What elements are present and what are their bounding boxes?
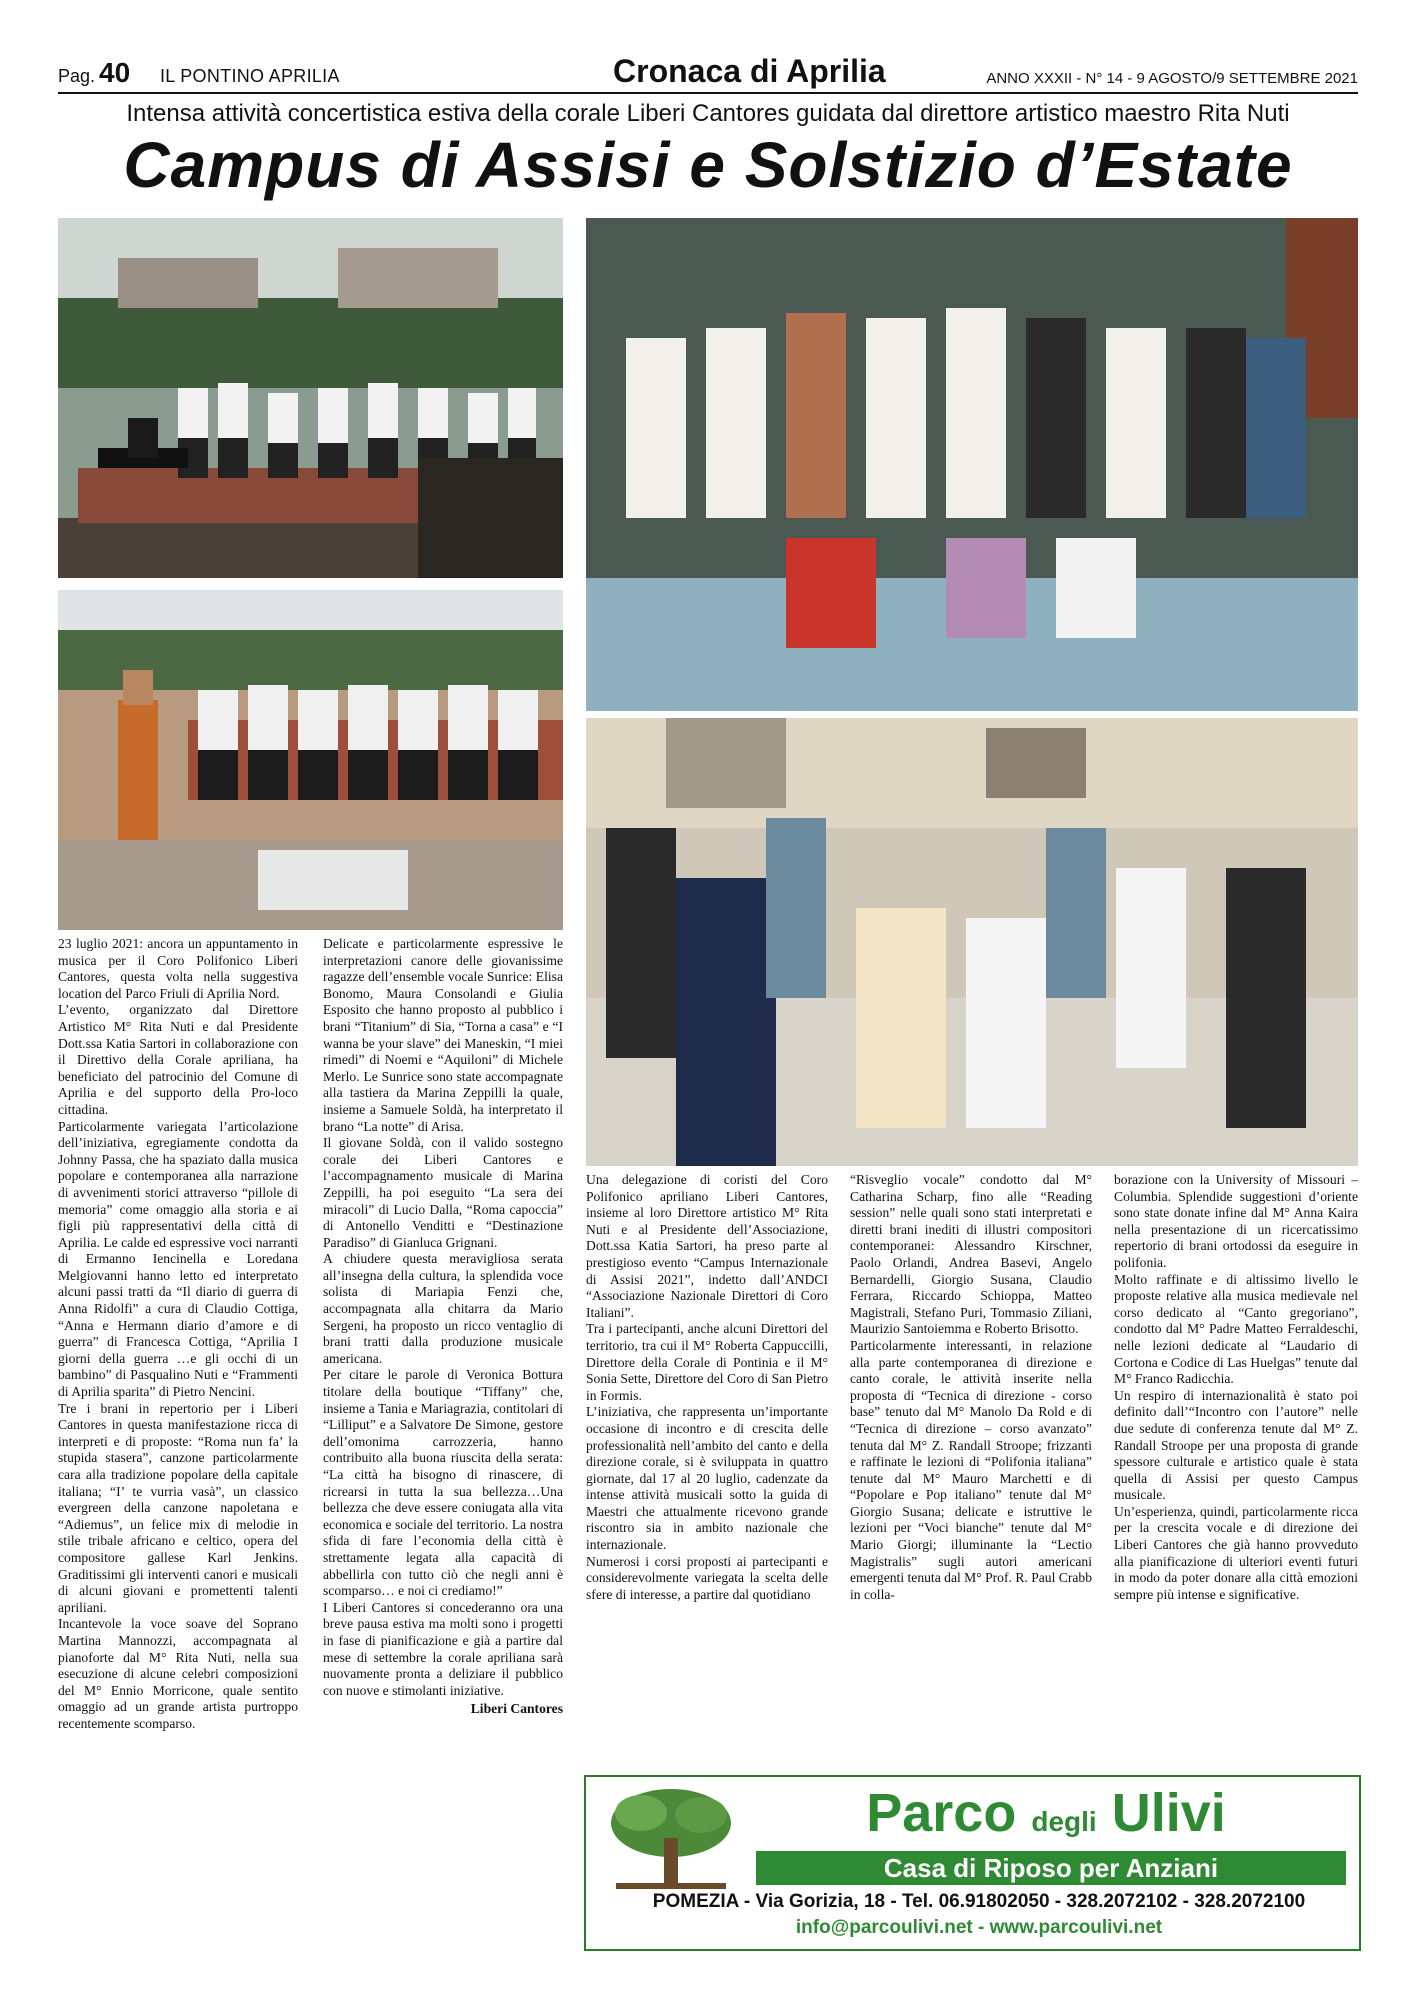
paragraph: A chiudere questa meravigliosa serata all’insegna della cultura, la splendida voce solista di Mariapia Fenzi che, accompagnata alla chitarra da Mario Sergeni, ha proposto un ricco ventaglio di brani tratti dalla produzione musicale americana. (323, 1251, 563, 1366)
signature: Liberi Cantores (470, 1701, 563, 1717)
paragraph: L’iniziativa, che rappresenta un’importante occasione di incontro e di crescita delle professionalità nell’ambito del canto e della direzione corale, si è sviluppata in quattro giornate, dal 17 al 20 luglio, cadenzate da intense attività musicali sotto la guida di Maestri che attualmente ricevono grande riscontro sia in ambito nazionale che internazionale. (586, 1404, 828, 1553)
paragraph: Particolarmente interessanti, in relazione alla parte contemporanea di direzione e canto corale, le attività inserite nella proposta di “Tecnica di direzione - corso base” tenuto dal M° Manolo Da Rold e di “Tecnica di direzione – corso avanzato” tenuta dal M° Z. Randall Stroope; frizzanti e raffinate le lezioni di “Polifonia italiana” tenute dal M° Mauro Marchetti e di “Popolare e Pop italiano” tenute dal M° Giorgio Susana; delicate e istruttive le lezioni per “Voci bianche” tenute dal M° Mario Giorgi; illuminante la “Lectio Magistralis” sugli autori americani emergenti tenuta dal M° Prof. R. Paul Crabb in colla- (850, 1337, 1092, 1602)
ad-tagline: Casa di Riposo per Anziani (756, 1851, 1346, 1885)
issue-info: ANNO XXXII - N° 14 - 9 AGOSTO/9 SETTEMBRE 2021 (986, 70, 1358, 87)
kicker: Intensa attività concertistica estiva della corale Liberi Cantores guidata dal direttore artistico maestro Rita Nuti (126, 100, 1290, 127)
paragraph: Una delegazione di coristi del Coro Polifonico apriliano Liberi Cantores, insieme al loro Direttore artistico M° Rita Nuti e al Presidente dell’Associazione, Dott.ssa Katia Sartori, ha preso parte al prestigioso evento “Campus Internazionale di Assisi 2021”, indetto dall’ANDCI “Associazione Nazionale Direttori di Coro Italiani”. (586, 1172, 828, 1320)
ad-address: POMEZIA - Via Gorizia, 18 - Tel. 06.91802050 - 328.2072102 - 328.2072100 (652, 1891, 1306, 1912)
paragraph: Per citare le parole di Veronica Bottura titolare della boutique “Tiffany” che, insieme a Tania e Mariagrazia, contitolari di “Lilliput” e a Salvatore De Simone, gestore dell’omonima carrozzeria, hanno contribuito alla buona riuscita della serata: “La città ha bisogno di rinascere, di ricrearsi in tutta la sua bellezza…Una bellezza che deve essere coniugata alla vita economica e sociale del territorio. La nostra sfida di fare l’economia della città è strettamente legata alla capacità di abbellirla con tutto ciò che negli anni è scomparso… e noi ci crediamo!” (323, 1367, 563, 1599)
article-right-col4 (850, 1172, 1092, 1603)
paragraph: borazione con la University of Missouri – Columbia. Splendide suggestioni d’oriente sono state donate infine dal M° Anna Kaira nella presentazione di un ricercatissimo repertorio di brani ortodossi da eseguire in polifonia. (1114, 1172, 1358, 1270)
page-header (58, 53, 1358, 94)
paragraph: Tra i partecipanti, anche alcuni Direttori del territorio, tra cui il M° Roberta Cappuccilli, Direttore della Corale di Pontinia e il M° Sonia Sette, Direttore del Coro di San Pietro in Formis. (586, 1321, 828, 1403)
paragraph: Incantevole la voce soave del Soprano Martina Mannozzi, accompagnata al pianoforte dal M° Rita Nuti, nella sua esecuzione di alcune celebri composizioni del M° Ennio Morricone, quale sentito omaggio ad un grande artista purtroppo recentemente scomparso. (58, 1616, 298, 1731)
paragraph: 23 luglio 2021: ancora un appuntamento in musica per il Coro Polifonico Liberi Cantores, questa volta nella suggestiva location del Parco Friuli di Aprilia Nord. (58, 936, 298, 1001)
photo-assisi-group-stage (586, 218, 1358, 711)
article-right-col3 (586, 1172, 828, 1603)
paragraph: L’evento, organizzato dal Direttore Artistico M° Rita Nuti e dal Presidente Dott.ssa Katia Sartori in collaborazione con il Direttivo della Corale apriliana, ha beneficiato del patrocinio del Comune di Aprilia e del supporto della Pro-loco cittadina. (58, 1002, 298, 1117)
paragraph: “Risveglio vocale” condotto dal M° Catharina Scharp, fino alle “Reading session” nelle quali sono stati interpretati e diretti brani inediti di illustri compositori contemporanei: Alessandro Kirschner, Paolo Orlandi, Andrea Basevi, Angelo Bernardelli, Giorgio Susana, Claudio Ferrara, Riccardo Schioppa, Matteo Magistrali, Stefano Puri, Tommasio Ziliani, Maurizio Santoiemma e Roberto Brisotto. (850, 1172, 1092, 1337)
advertisement (584, 1775, 1361, 1951)
article-left-col1 (58, 936, 298, 1733)
olive-tree-icon (596, 1783, 746, 1891)
paragraph: Tre i brani in repertorio per i Liberi Cantores in questa manifestazione ricca di interpreti e di proposte: “Roma nun fa’ la stupida stasera”, canzone particolarmente cara alla tradizione popolare della capitale italiana; “I’ te vurria vasà”, un classico evergreen della canzone napoletana e “Adiemus”, un felice mix di melodie in stile tribale africano e celtico, opera del compositore gallese Karl Jenkins. Graditissimi gli interventi canori e musicali di alcuni giovani e promettenti talenti apriliani. (58, 1400, 298, 1615)
paragraph: Il giovane Soldà, con il valido sostegno corale dei Liberi Cantores e l’accompagnamento musicale di Marina Zeppilli, ha poi eseguito “La sera dei miracoli” di Lucio Dalla, “Roma capoccia” di Antonello Venditti e “Destinazione Paradiso” di Gianluca Grignani. (323, 1135, 563, 1250)
photo-concert-choir (58, 590, 563, 930)
paragraph: Delicate e particolarmente espressive le interpretazioni canore delle giovanissime ragazze dell’ensemble vocale Sunrice: Elisa Bonomo, Maura Consolandi e Giulia Esposito che hanno proposto al pubblico i brani “Titanium” di Sia, “Torna a casa” e “I wanna be your slave” dei Maneskin, “I miei rimedi” di Noemi e “Aquiloni” di Michele Merlo. Le Sunrice sono state accompagnate alla tastiera da Marina Zeppilli la quale, insieme a Samuele Soldà, ha interpretato il brano “La notte” di Arisa. (323, 936, 563, 1134)
section-title: Cronaca di Aprilia (613, 53, 886, 89)
publication-name: IL PONTINO APRILIA (160, 66, 340, 86)
article-left-col2 (323, 936, 563, 1718)
ad-brand-name: Parco degli Ulivi (866, 1783, 1226, 1843)
paragraph: Molto raffinate e di altissimo livello le proposte relative alla musica medievale nel corso dedicato al “Canto gregoriano”, condotto dal M° Padre Matteo Ferraldeschi, nelle lezioni dedicate al “Laudario di Cortona e Codice di Las Huelgas” tenute dal M° Franco Radicchia. (1114, 1271, 1358, 1387)
ad-web-contacts[interactable]: info@parcoulivi.net - www.parcoulivi.net (795, 1917, 1163, 1938)
paragraph: Un respiro di internazionalità è stato poi definito dall’“Incontro con l’autore” nelle due sedute di conferenza tenute dal M° Z. Randall Stroope per una proposta di grande spessore culturale e artistico quale è stata quella di Assisi per questo Campus musicale. (1114, 1387, 1358, 1503)
headline: Campus di Assisi e Solstizio d’Estate (123, 129, 1293, 201)
paragraph: Numerosi i corsi proposti ai partecipanti e considerevolmente variegata la scelta delle sfere di interesse, a partire dal quotidiano (586, 1553, 828, 1602)
photo-concert-piano (58, 218, 563, 578)
paragraph: Particolarmente variegata l’articolazione dell’iniziativa, egregiamente condotta da Johnny Passa, che ha spaziato dalla musica popolare e contemporanea alla narrazione di avvenimenti storici attraverso “pillole di memoria” come omaggio alla storia e ai figli più rappresentativi della città di Aprilia. Le calde ed espressive voci narranti di Ermanno Iencinella e Loredana Melgiovanni hanno letto ed interpretato alcuni passi tratti da “Il diario di guerra di Anna Ridolfi” a cura di Claudio Cottiga, “Anna e Hermann diario d’amore e di guerra” di Francesca Cottiga, “Aprilia I giorni della guerra …e gli occhi di un bambino” di Pasqualino Nuti e “Frammenti di Aprilia sparita” di Pietro Nencini. (58, 1118, 298, 1400)
page-number: Pag. 40 (58, 57, 131, 88)
article-right-col5 (1114, 1172, 1358, 1603)
photo-assisi-group-steps (586, 718, 1358, 1166)
paragraph: I Liberi Cantores si concederanno ora una breve pausa estiva ma molti sono i progetti in fase di pianificazione e già a partire dal mese di settembre la corale apriliana sarà nuovamente pronta a deliziare il pubblico con nuove e stimolanti iniziative. (323, 1599, 563, 1698)
paragraph: Un’esperienza, quindi, particolarmente ricca per la crescita vocale e di direzione dei Liberi Cantores che già hanno provveduto alla pianificazione di ulteriori eventi futuri in modo da poter donare alla città emozioni sempre più intense e significative. (1114, 1503, 1358, 1602)
